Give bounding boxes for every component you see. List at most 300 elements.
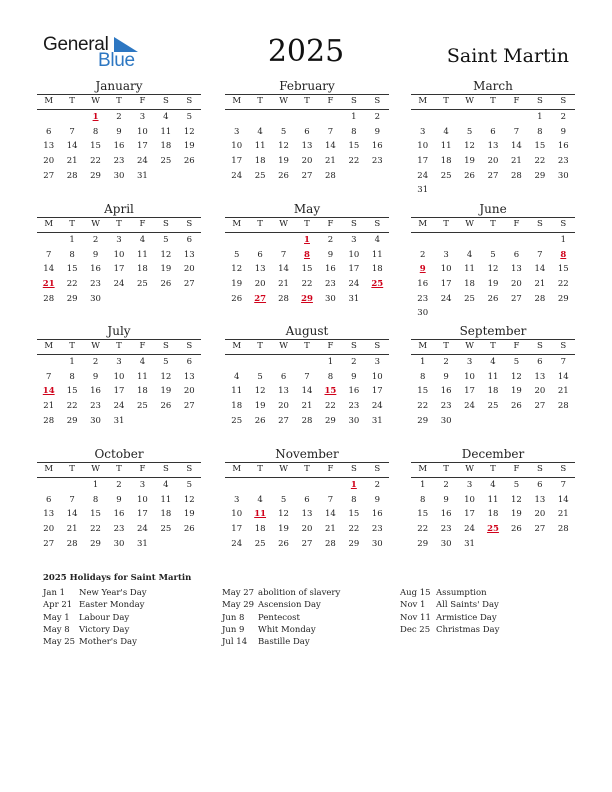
empty-day [434,233,457,248]
day: 1 [420,357,426,367]
day: 20 [487,156,499,167]
month-february [225,79,389,183]
day: 14 [511,141,522,152]
day: 3 [443,249,449,260]
day: 9 [351,371,357,382]
day: 2 [92,235,99,245]
holiday-day: 27 [254,293,267,304]
weekday-label: W [91,96,100,106]
day: 7 [69,494,75,505]
weekday-label: F [139,96,146,106]
day: 1 [69,357,75,367]
month-april [37,202,201,306]
day: 2 [443,357,449,367]
day: 6 [537,357,543,367]
day: 8 [69,249,75,260]
day: 10 [231,141,243,152]
day: 11 [371,249,383,260]
day: 27 [183,279,195,290]
day: 7 [560,357,566,367]
holiday-date: Nov 1 [400,600,426,611]
day: 5 [280,126,287,137]
weekday-label: T [304,219,310,229]
day: 30 [371,538,383,549]
day: 23 [371,156,383,167]
day: 28 [557,524,569,535]
day: 10 [231,509,243,520]
day: 17 [137,141,148,152]
weekday-label: T [257,96,263,106]
day: 21 [534,279,546,290]
weekday-label: S [162,219,169,229]
weekday-label: F [327,219,334,229]
day: 21 [301,401,313,412]
empty-day [248,478,271,493]
holiday-name: Whit Monday [258,624,316,635]
month-september [411,324,575,428]
day: 10 [417,141,429,152]
holiday-date: May 29 [222,600,255,611]
day: 24 [113,279,125,290]
day: 10 [137,494,148,505]
day: 16 [113,509,125,520]
day: 18 [160,141,172,152]
empty-day [37,355,60,370]
weekday-label: F [139,341,146,351]
day: 9 [560,126,566,137]
day: 21 [66,524,78,535]
weekday-label: S [536,464,543,474]
day: 17 [113,264,125,275]
day: 28 [43,415,55,426]
weekday-label: F [327,464,334,474]
holiday-day: 11 [254,509,267,520]
day: 15 [534,141,546,152]
holiday-name: Easter Monday [79,600,145,611]
month-name: November [275,447,339,461]
day: 23 [417,293,429,304]
empty-day [458,233,481,248]
empty-day [481,233,504,248]
weekday-label: M [232,464,242,474]
day: 17 [464,509,475,520]
day: 31 [137,538,148,549]
day: 30 [325,293,336,304]
day: 3 [139,112,146,122]
day: 27 [43,170,55,181]
empty-day [248,355,271,370]
weekday-label: M [44,341,54,351]
day: 23 [440,524,452,535]
holiday-name: Ascension Day [258,600,321,611]
weekday-label: T [69,341,75,351]
empty-day [434,110,457,125]
day: 13 [534,371,546,382]
day: 25 [487,401,499,412]
weekday-label: T [116,96,122,106]
weekday-label: W [91,219,100,229]
empty-day [481,110,504,125]
day: 20 [511,279,522,290]
day: 6 [537,480,543,490]
weekday-label: M [418,341,428,351]
day: 4 [257,126,263,137]
weekday-label: W [465,219,474,229]
day: 20 [534,386,546,397]
day: 15 [90,141,101,152]
day: 26 [487,293,499,304]
holiday-day: 9 [419,264,426,275]
holiday-date: Jul 14 [222,637,248,648]
day: 25 [137,279,148,290]
day: 28 [534,293,546,304]
country-name: Saint Martin [446,45,569,67]
day: 17 [417,156,429,167]
day: 24 [464,401,475,412]
day: 6 [280,371,287,382]
day: 20 [301,524,313,535]
day: 11 [160,494,172,505]
day: 13 [183,249,195,260]
day: 20 [183,264,195,275]
day: 7 [46,249,52,260]
holiday-row [400,624,499,636]
holiday-column [43,587,147,648]
day: 5 [466,126,473,137]
day: 17 [231,524,243,535]
day: 23 [90,401,101,412]
day: 26 [464,170,475,181]
day: 7 [537,249,543,260]
holiday-date: May 25 [43,637,76,648]
day: 27 [534,524,546,535]
day: 16 [557,141,569,152]
day: 28 [557,401,569,412]
calendar-year: 2025 [267,34,345,69]
day: 25 [440,170,452,181]
day: 4 [139,357,146,367]
empty-day [528,233,551,248]
day: 12 [464,141,475,152]
day: 19 [511,509,522,520]
day: 4 [490,357,496,367]
weekday-header [225,339,389,355]
day: 23 [325,279,336,290]
weekday-label: T [443,341,449,351]
day: 10 [464,371,475,382]
day: 6 [46,126,52,137]
day: 14 [301,386,313,397]
day: 18 [487,386,499,397]
holiday-date: Dec 25 [400,624,431,635]
holiday-row [400,587,499,599]
day: 19 [464,156,475,167]
day: 26 [231,293,243,304]
weekday-label: S [374,464,381,474]
weekday-label: S [186,341,193,351]
weekday-label: T [490,96,496,106]
holiday-column [400,587,499,636]
weekday-label: W [91,464,100,474]
day: 31 [348,293,360,304]
empty-day [411,233,434,248]
day: 26 [183,156,195,167]
day: 25 [254,538,266,549]
holiday-column [222,587,340,648]
empty-day [295,478,318,493]
day: 28 [325,538,336,549]
month-may [225,202,389,306]
day: 21 [557,386,569,397]
weekday-label: S [560,341,567,351]
holiday-name: Victory Day [79,624,130,635]
day: 27 [43,538,55,549]
day: 25 [231,415,243,426]
day: 21 [511,156,522,167]
day: 23 [113,524,125,535]
weekday-header [225,462,389,478]
day: 4 [443,126,449,137]
holiday-day: 1 [304,235,310,245]
weekday-label: S [350,219,357,229]
holiday-name: New Year's Day [79,588,147,598]
day: 29 [557,293,569,304]
weekday-label: M [418,96,428,106]
day: 16 [440,386,452,397]
weekday-label: W [465,464,474,474]
month-july [37,324,201,428]
holiday-row [43,636,147,648]
holidays-title: 2025 Holidays for Saint Martin [43,573,192,583]
empty-day [272,355,295,370]
holiday-row [400,599,499,611]
holiday-row [222,612,340,624]
holiday-name: Bastille Day [258,637,310,648]
day: 22 [301,279,313,290]
day: 10 [137,126,148,137]
logo-word-blue: Blue [98,50,135,71]
day: 18 [137,386,148,397]
day: 26 [278,538,289,549]
holiday-row [43,624,147,636]
holiday-name: Pentecost [258,612,300,623]
day: 7 [69,126,75,137]
day: 8 [420,494,426,505]
day: 25 [464,293,475,304]
weekday-label: W [465,341,474,351]
day: 24 [440,293,452,304]
day: 2 [351,357,357,367]
holiday-date: Jan 1 [43,588,66,598]
day: 19 [254,401,266,412]
day: 14 [43,264,55,275]
day: 4 [234,371,240,382]
day: 18 [160,509,172,520]
day: 30 [90,293,101,304]
day: 10 [440,264,452,275]
weekday-label: S [536,341,543,351]
day: 7 [280,249,287,260]
day: 29 [348,538,360,549]
weekday-label: M [232,341,242,351]
day: 8 [537,126,543,137]
weekday-label: S [560,219,567,229]
day: 13 [534,494,546,505]
day: 14 [557,494,569,505]
weekday-header [411,217,575,233]
holiday-name: Labour Day [79,612,130,623]
month-name: March [473,79,513,93]
day: 29 [90,170,101,181]
day: 12 [231,264,243,275]
day: 6 [46,494,52,505]
day: 20 [43,156,55,167]
holiday-name: Assumption [436,588,487,598]
day: 22 [534,156,546,167]
day: 1 [327,357,334,367]
holiday-day: 8 [304,249,310,260]
empty-day [272,478,295,493]
day: 11 [464,264,475,275]
day: 11 [160,126,172,137]
day-grid [411,233,575,321]
day: 14 [325,509,336,520]
day: 9 [443,371,449,382]
day: 29 [417,415,429,426]
day: 4 [374,235,380,245]
day-grid [225,233,389,306]
day: 19 [160,264,172,275]
day: 12 [160,249,172,260]
day: 4 [257,494,263,505]
day: 15 [66,386,78,397]
day: 3 [374,357,380,367]
weekday-label: S [162,341,169,351]
day: 15 [66,264,78,275]
day: 16 [371,509,383,520]
day: 13 [43,141,55,152]
day: 24 [417,170,429,181]
day: 31 [464,538,475,549]
day: 31 [137,170,148,181]
empty-day [319,110,342,125]
weekday-label: S [162,464,169,474]
day-grid [411,355,575,428]
day: 26 [278,170,289,181]
day: 27 [511,293,522,304]
day: 19 [487,279,499,290]
empty-day [225,110,248,125]
day: 7 [560,480,566,490]
day: 2 [420,249,426,260]
day: 2 [374,112,380,122]
day: 18 [254,156,266,167]
day: 16 [440,509,452,520]
holiday-row [222,587,340,599]
day: 14 [534,264,546,275]
day: 3 [420,126,426,137]
weekday-header [411,462,575,478]
day: 20 [534,509,546,520]
day: 9 [116,494,122,505]
day: 30 [417,308,429,319]
day: 18 [254,524,266,535]
day-grid [37,233,201,306]
day: 21 [325,156,336,167]
day: 21 [278,279,289,290]
day: 11 [487,371,499,382]
day: 2 [92,357,99,367]
day-grid [37,110,201,183]
day: 20 [43,524,55,535]
holiday-day: 1 [92,112,99,122]
weekday-label: S [374,219,381,229]
day-grid [225,478,389,551]
day: 26 [511,524,522,535]
day: 16 [113,141,125,152]
day: 9 [92,371,99,382]
empty-day [458,110,481,125]
holiday-name: Armistice Day [436,612,497,623]
day: 26 [511,401,522,412]
day: 27 [301,538,313,549]
day: 13 [301,141,313,152]
day: 22 [325,401,336,412]
weekday-label: T [304,96,310,106]
day: 26 [160,279,172,290]
month-january [37,79,201,183]
day: 19 [231,279,243,290]
day: 27 [487,170,499,181]
weekday-label: S [536,96,543,106]
day: 20 [301,156,313,167]
day: 10 [464,494,475,505]
weekday-header [37,339,201,355]
day: 8 [92,126,99,137]
day: 2 [327,235,334,245]
day: 29 [66,293,78,304]
day: 15 [557,264,569,275]
day: 25 [254,170,266,181]
month-name: July [107,324,131,338]
weekday-header [225,94,389,110]
logo-word-general: General [43,34,109,55]
holiday-row [222,636,340,648]
day: 17 [440,279,452,290]
weekday-label: T [490,219,496,229]
weekday-label: T [257,341,263,351]
day: 23 [90,279,101,290]
weekday-label: S [350,464,357,474]
weekday-label: W [279,464,288,474]
day: 11 [137,371,148,382]
day: 28 [325,170,336,181]
holiday-date: Apr 21 [43,600,73,611]
day: 22 [90,156,101,167]
day: 22 [66,279,78,290]
empty-day [37,233,60,248]
day: 5 [186,480,192,490]
day: 23 [348,401,360,412]
day: 12 [511,494,522,505]
month-december [411,447,575,551]
day: 17 [464,386,475,397]
day: 7 [513,126,520,137]
empty-day [225,355,248,370]
day: 5 [280,494,287,505]
day: 1 [92,480,99,490]
weekday-label: S [560,464,567,474]
